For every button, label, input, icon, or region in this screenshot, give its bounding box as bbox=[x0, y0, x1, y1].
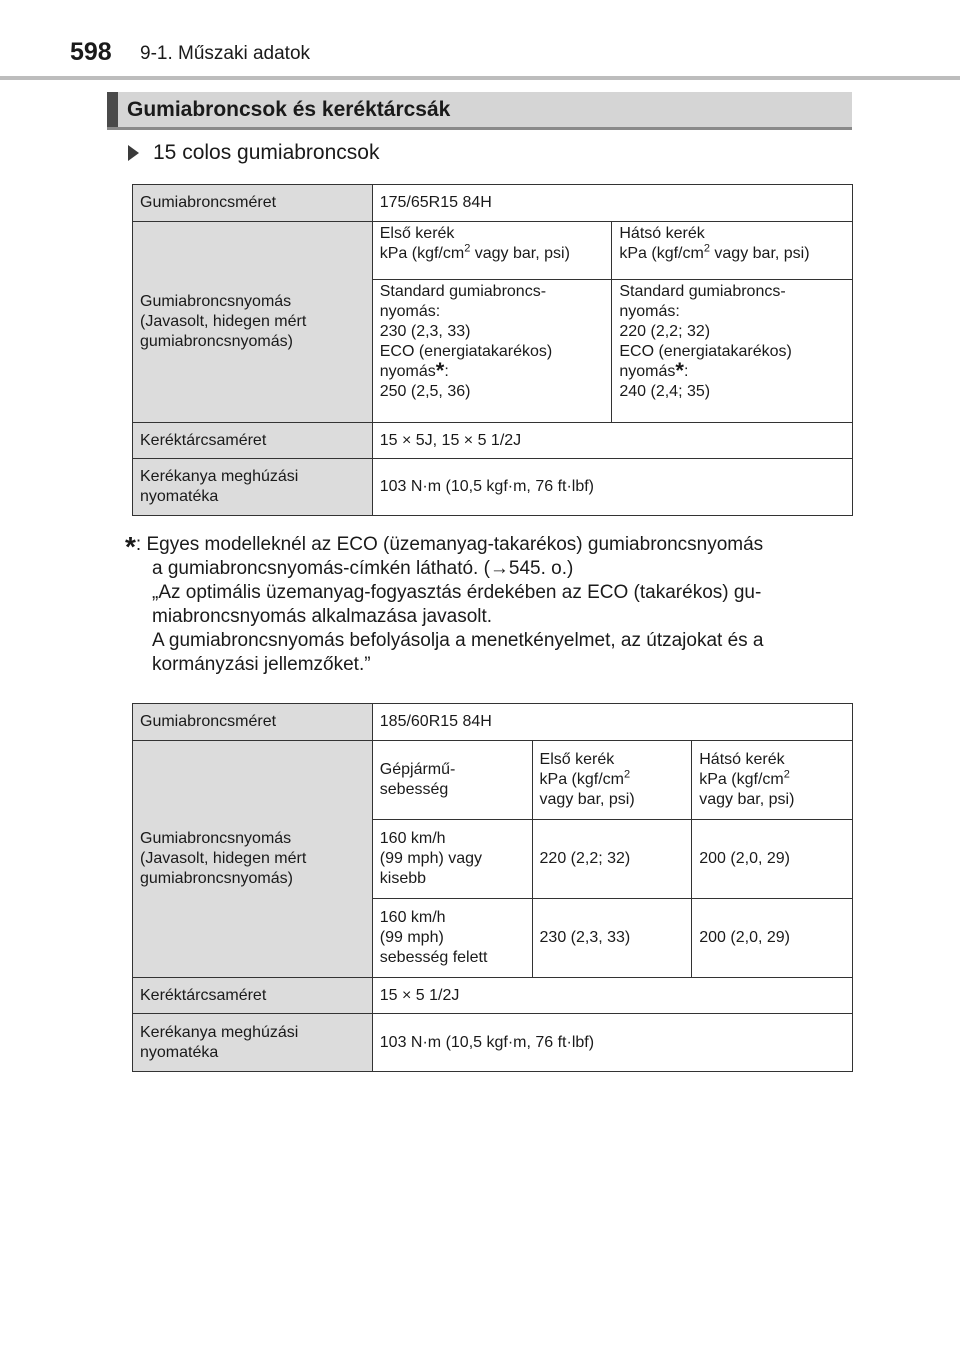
tire-size-value: 175/65R15 84H bbox=[372, 185, 852, 222]
wheel-size-label: Keréktárcsaméret bbox=[133, 423, 373, 459]
header-rule bbox=[0, 76, 960, 80]
speed-value: 160 km/h (99 mph) vagy kisebb bbox=[372, 820, 532, 899]
wheel-size-value: 15 × 5J, 15 × 5 1/2J bbox=[372, 423, 852, 459]
table-row bbox=[133, 185, 853, 222]
torque-label: Kerékanya meghúzási nyomatéka bbox=[133, 459, 373, 516]
tire-size-label: Gumiabroncsméret bbox=[133, 185, 373, 222]
section-title: Gumiabroncsok és keréktárcsák bbox=[127, 98, 451, 121]
footnote-star-icon: * bbox=[125, 531, 136, 562]
front-pressure-value: 220 (2,2; 32) bbox=[532, 820, 692, 899]
front-wheel-header: Első kerék kPa ($kgf/cm^2$ vagy bar, psi) bbox=[532, 741, 692, 820]
footnote-star-icon: * bbox=[435, 358, 445, 383]
section-heading-bar bbox=[107, 92, 852, 130]
wheel-size-label: Keréktárcsaméret bbox=[133, 978, 373, 1014]
footnote: *: Egyes modelleknél az ECO (üzemanyag-takarékos) gumiabroncsnyomás a gumiabroncsnyomás-címkén látható. (→545. o.) „Az optimális üzemanyag-fogyasztás érdekében az ECO (takarékos) gu- miabroncsnyomás alkalmazása javasolt. A gumiabroncsnyomás befolyásolja a menetkényelmet, az útzajokat és a kormányzási jellemzőket.” bbox=[125, 531, 764, 675]
table-row bbox=[133, 704, 853, 741]
tire-size-value: 185/60R15 84H bbox=[372, 704, 852, 741]
speed-value: 160 km/h (99 mph) sebesség felett bbox=[372, 899, 532, 978]
front-wheel-header: Első kerék kPa ($kgf/cm^2$ vagy bar, psi) bbox=[372, 222, 612, 280]
tire-pressure-label: Gumiabroncsnyomás (Javasolt, hidegen mért gumiabroncsnyomás) bbox=[133, 222, 373, 423]
subheading-text: 15 colos gumiabroncsok bbox=[153, 141, 380, 164]
wheel-size-value: 15 × 5 1/2J bbox=[372, 978, 852, 1014]
rear-pressure-value: 200 (2,0, 29) bbox=[692, 899, 853, 978]
table-row bbox=[133, 222, 853, 280]
rear-pressure-value: 200 (2,0, 29) bbox=[692, 820, 853, 899]
table-row bbox=[133, 459, 853, 516]
page-number: 598 bbox=[70, 38, 112, 66]
torque-value: 103 N·m (10,5 kgf·m, 76 ft·lbf) bbox=[372, 1014, 852, 1072]
front-pressure-value: 230 (2,3, 33) bbox=[532, 899, 692, 978]
table-row bbox=[133, 978, 853, 1014]
table-row bbox=[133, 423, 853, 459]
torque-label: Kerékanya meghúzási nyomatéka bbox=[133, 1014, 373, 1072]
subheading bbox=[128, 141, 379, 165]
triangle-bullet-icon bbox=[128, 145, 139, 161]
footnote-star-icon: * bbox=[675, 358, 684, 383]
tire-size-label: Gumiabroncsméret bbox=[133, 704, 373, 741]
table-row bbox=[133, 1014, 853, 1072]
rear-wheel-header: Hátsó kerék kPa ($kgf/cm^2$ vagy bar, psi) bbox=[612, 222, 853, 280]
rear-wheel-header: Hátsó kerék kPa ($kgf/cm^2$ vagy bar, psi) bbox=[692, 741, 853, 820]
tire-spec-table-1 bbox=[132, 184, 853, 516]
speed-header: Gépjármű- sebesség bbox=[372, 741, 532, 820]
torque-value: 103 N·m (10,5 kgf·m, 76 ft·lbf) bbox=[372, 459, 852, 516]
tire-pressure-label: Gumiabroncsnyomás (Javasolt, hidegen mért gumiabroncsnyomás) bbox=[133, 741, 373, 978]
rear-pressure-values: Standard gumiabroncs- nyomás: 220 (2,2; 32) ECO (energiatakarékos) nyomás*: 240 (2,4; 35) bbox=[612, 280, 853, 423]
front-pressure-values: Standard gumiabroncs- nyomás: 230 (2,3, 33) ECO (energiatakarékos) nyomás*: 250 (2,5, 36) bbox=[372, 280, 612, 423]
section-accent bbox=[107, 92, 118, 127]
chapter-title: 9-1. Műszaki adatok bbox=[140, 43, 311, 64]
table-row bbox=[133, 741, 853, 820]
tire-spec-table-2 bbox=[132, 703, 853, 1072]
